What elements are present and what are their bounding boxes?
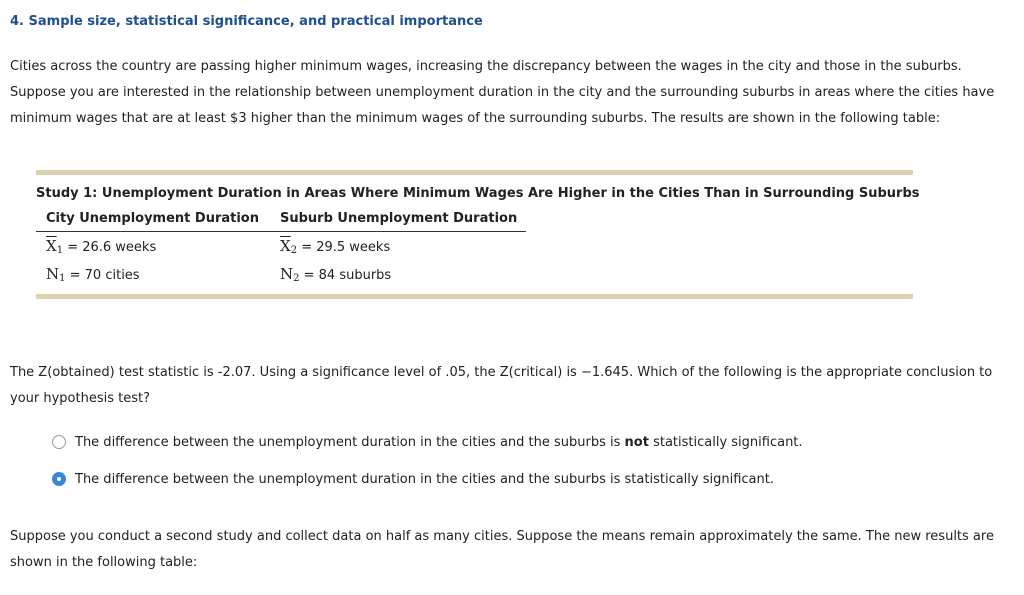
x-bar-symbol: $\overline{X}$ — [280, 237, 291, 255]
header-underline — [36, 231, 526, 232]
intro-paragraph — [10, 54, 1010, 132]
option-label-text: The difference between the unemployment duration in the cities and the suburbs is — [75, 435, 625, 450]
x-bar-symbol: $\overline{X}$ — [46, 237, 57, 255]
option-label-emphasis: not — [624, 435, 649, 450]
table-top-divider — [36, 170, 913, 175]
n-symbol: N — [46, 265, 60, 283]
subscript: 1 — [59, 273, 66, 284]
city-mean-cell — [46, 237, 156, 256]
intro-line: Suppose you are interested in the relationship between unemployment duration in the city and the surrounding suburbs in areas where the cities have — [10, 85, 995, 100]
suburb-column-header: Suburb Unemployment Duration — [280, 211, 518, 226]
intro-line: minimum wages that are at least $3 higher than the minimum wages of the surrounding suburbs. The results are shown in the following table: — [10, 111, 941, 126]
city-n-cell — [46, 265, 140, 284]
radio-button-unselected[interactable] — [52, 435, 66, 449]
second-study-line: Suppose you conduct a second study and collect data on half as many cities. Suppose the means remain approximately the same. The new results are — [10, 529, 994, 544]
option-label[interactable]: The difference between the unemployment duration in the cities and the suburbs is statistically significant. — [75, 472, 774, 487]
intro-line: Cities across the country are passing higher minimum wages, increasing the discrepancy between the wages in the city and those in the suburbs. — [10, 59, 962, 74]
city-column-header: City Unemployment Duration — [46, 211, 259, 226]
city-mean-value: = 26.6 weeks — [63, 240, 157, 255]
option-label[interactable] — [75, 434, 803, 452]
option-label-text: statistically significant. — [648, 435, 803, 450]
second-study-line: shown in the following table: — [10, 555, 198, 570]
radio-button-selected[interactable] — [52, 472, 66, 486]
hypothesis-question — [10, 360, 1010, 412]
subscript: 2 — [293, 273, 300, 284]
question-title: 4. Sample size, statistical significance, and practical importance — [10, 14, 483, 29]
suburb-n-cell — [280, 265, 391, 284]
suburb-mean-cell — [280, 237, 390, 256]
subscript: 1 — [56, 245, 64, 256]
city-n-value: = 70 cities — [65, 268, 140, 283]
suburb-mean-value: = 29.5 weeks — [297, 240, 391, 255]
second-study-paragraph — [10, 524, 1010, 576]
subscript: 2 — [290, 245, 298, 256]
question-line: your hypothesis test? — [10, 391, 150, 406]
n-symbol: N — [280, 265, 294, 283]
table-bottom-divider — [36, 294, 913, 299]
question-line: The Z(obtained) test statistic is -2.07. Using a significance level of .05, the Z(critical) is −1.645. Which of the following is the appropriate conclusion to — [10, 365, 993, 380]
study-table-title: Study 1: Unemployment Duration in Areas Where Minimum Wages Are Higher in the Cities Than in Surrounding Suburbs — [36, 186, 920, 201]
suburb-n-value: = 84 suburbs — [299, 268, 392, 283]
